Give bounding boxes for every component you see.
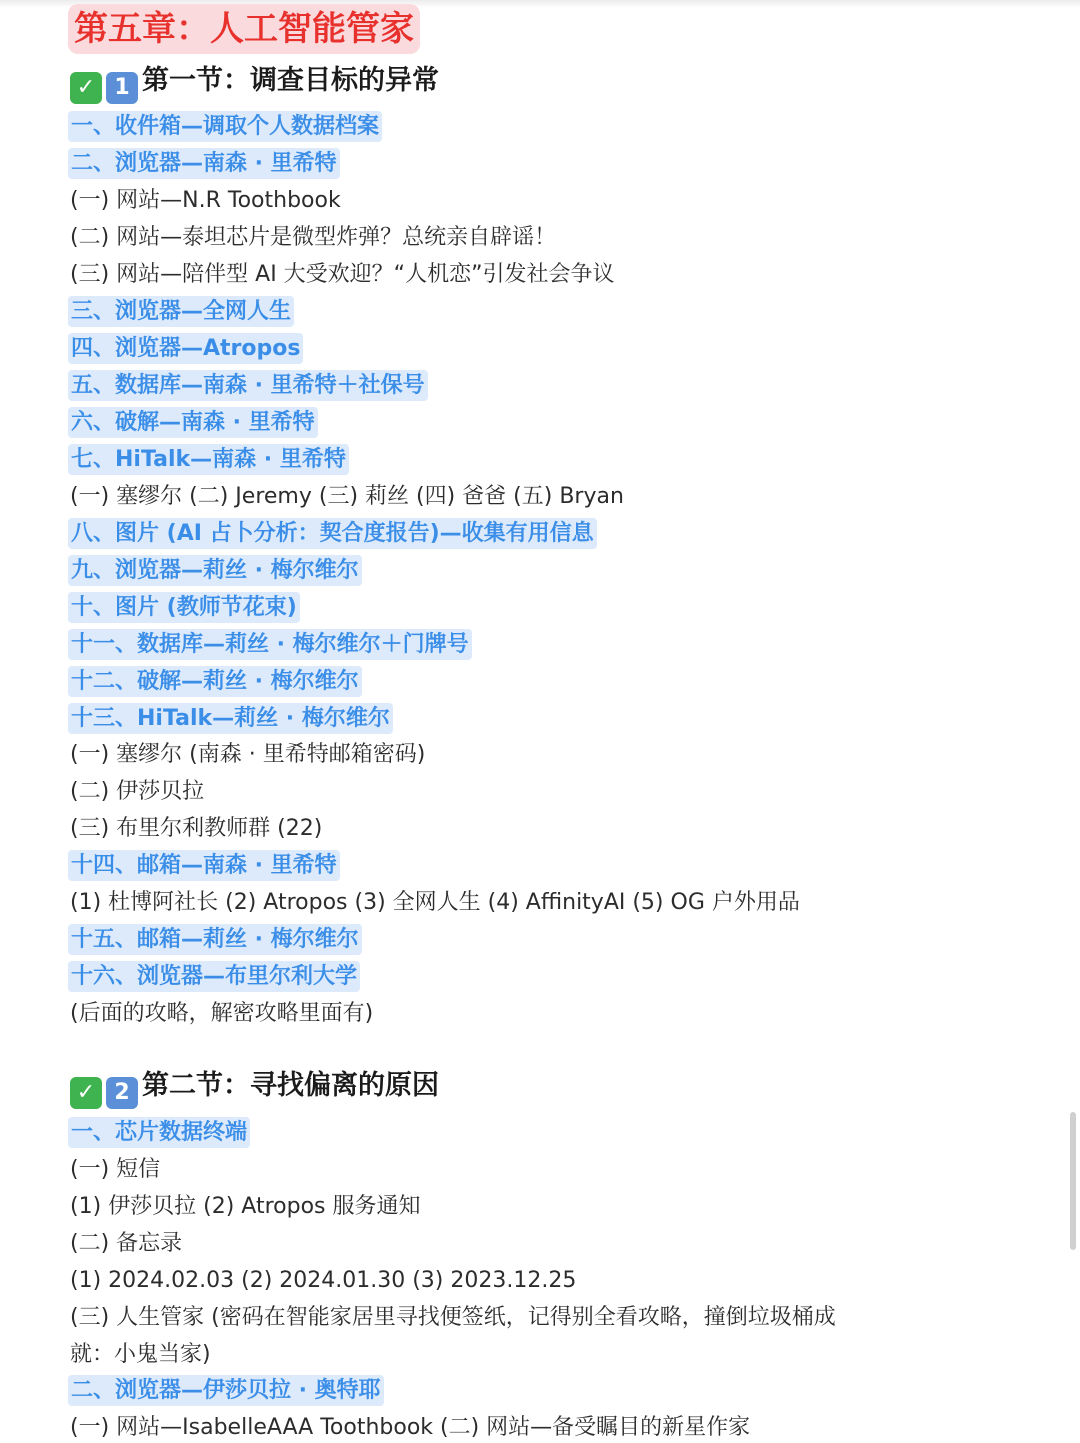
sub-item: (一) 网站—N.R Toothbook xyxy=(70,188,341,213)
heading-item: 八、图片 (AI 占卜分析：契合度报告)—收集有用信息 xyxy=(68,518,597,549)
chapter-title: 第五章：人工智能管家 xyxy=(68,4,420,54)
check-mark-icon: ✓ xyxy=(70,72,102,104)
section-1-heading xyxy=(70,61,439,101)
sub-item: (一) 短信 xyxy=(70,1157,161,1182)
sub-item: (三) 人生管家 (密码在智能家居里寻找便签纸，记得别全看攻略，撞倒垃圾桶成 xyxy=(70,1305,836,1330)
sub-item: (二) 伊莎贝拉 xyxy=(70,779,205,804)
heading-item: 四、浏览器—Atropos xyxy=(68,333,303,364)
heading-item: 十三、HiTalk—莉丝 · 梅尔维尔 xyxy=(68,703,393,734)
sub-item: (1) 杜博阿社长 (2) Atropos (3) 全网人生 (4) AffinityAI (5) OG 户外用品 xyxy=(70,890,800,915)
sub-item: (一) 塞缪尔 (二) Jeremy (三) 莉丝 (四) 爸爸 (五) Bryan xyxy=(70,484,624,509)
heading-item: 十五、邮箱—莉丝 · 梅尔维尔 xyxy=(68,924,362,955)
heading-item: 二、浏览器—南森 · 里希特 xyxy=(68,148,340,179)
sub-item: (三) 布里尔利教师群 (22) xyxy=(70,816,323,841)
sub-item: (二) 备忘录 xyxy=(70,1231,183,1256)
check-mark-icon: ✓ xyxy=(70,1077,102,1109)
sub-item: (1) 伊莎贝拉 (2) Atropos 服务通知 xyxy=(70,1194,421,1219)
heading-item: 十一、数据库—莉丝 · 梅尔维尔＋门牌号 xyxy=(68,629,472,660)
heading-item: 十二、破解—莉丝 · 梅尔维尔 xyxy=(68,666,362,697)
heading-item: 一、芯片数据终端 xyxy=(68,1117,250,1148)
sub-item: (1) 2024.02.03 (2) 2024.01.30 (3) 2023.12.25 xyxy=(70,1268,577,1293)
sub-item: (二) 网站—泰坦芯片是微型炸弹？总统亲自辟谣！ xyxy=(70,225,557,250)
section-1-title: 第一节：调查目标的异常 xyxy=(142,65,439,96)
keycap-two-icon: 2 xyxy=(106,1077,138,1109)
keycap-one-icon: 1 xyxy=(106,72,138,104)
heading-item: 五、数据库—南森 · 里希特＋社保号 xyxy=(68,370,428,401)
section-2-heading xyxy=(70,1066,439,1106)
heading-item: 九、浏览器—莉丝 · 梅尔维尔 xyxy=(68,555,362,586)
heading-item: 十、图片 (教师节花束) xyxy=(68,592,300,623)
heading-item: 七、HiTalk—南森 · 里希特 xyxy=(68,444,349,475)
heading-item: 十四、邮箱—南森 · 里希特 xyxy=(68,850,340,881)
sub-item: (一) 塞缪尔 (南森 · 里希特邮箱密码) xyxy=(70,742,426,767)
sub-item: (一) 网站—IsabelleAAA Toothbook (二) 网站—备受瞩目的新星作家 xyxy=(70,1415,751,1440)
sub-item-continued: 就：小鬼当家) xyxy=(70,1342,211,1367)
scrollbar[interactable] xyxy=(1070,1112,1076,1250)
heading-item: 十六、浏览器—布里尔利大学 xyxy=(68,961,360,992)
heading-item: 六、破解—南森 · 里希特 xyxy=(68,407,318,438)
heading-item: 二、浏览器—伊莎贝拉 · 奥特耶 xyxy=(68,1375,384,1406)
heading-item: 一、收件箱—调取个人数据档案 xyxy=(68,111,382,142)
section-2-title: 第二节：寻找偏离的原因 xyxy=(142,1070,439,1101)
sub-item: (三) 网站—陪伴型 AI 大受欢迎？“人机恋”引发社会争议 xyxy=(70,262,615,287)
heading-item: 三、浏览器—全网人生 xyxy=(68,296,294,327)
note-item: (后面的攻略，解密攻略里面有) xyxy=(70,1001,374,1026)
